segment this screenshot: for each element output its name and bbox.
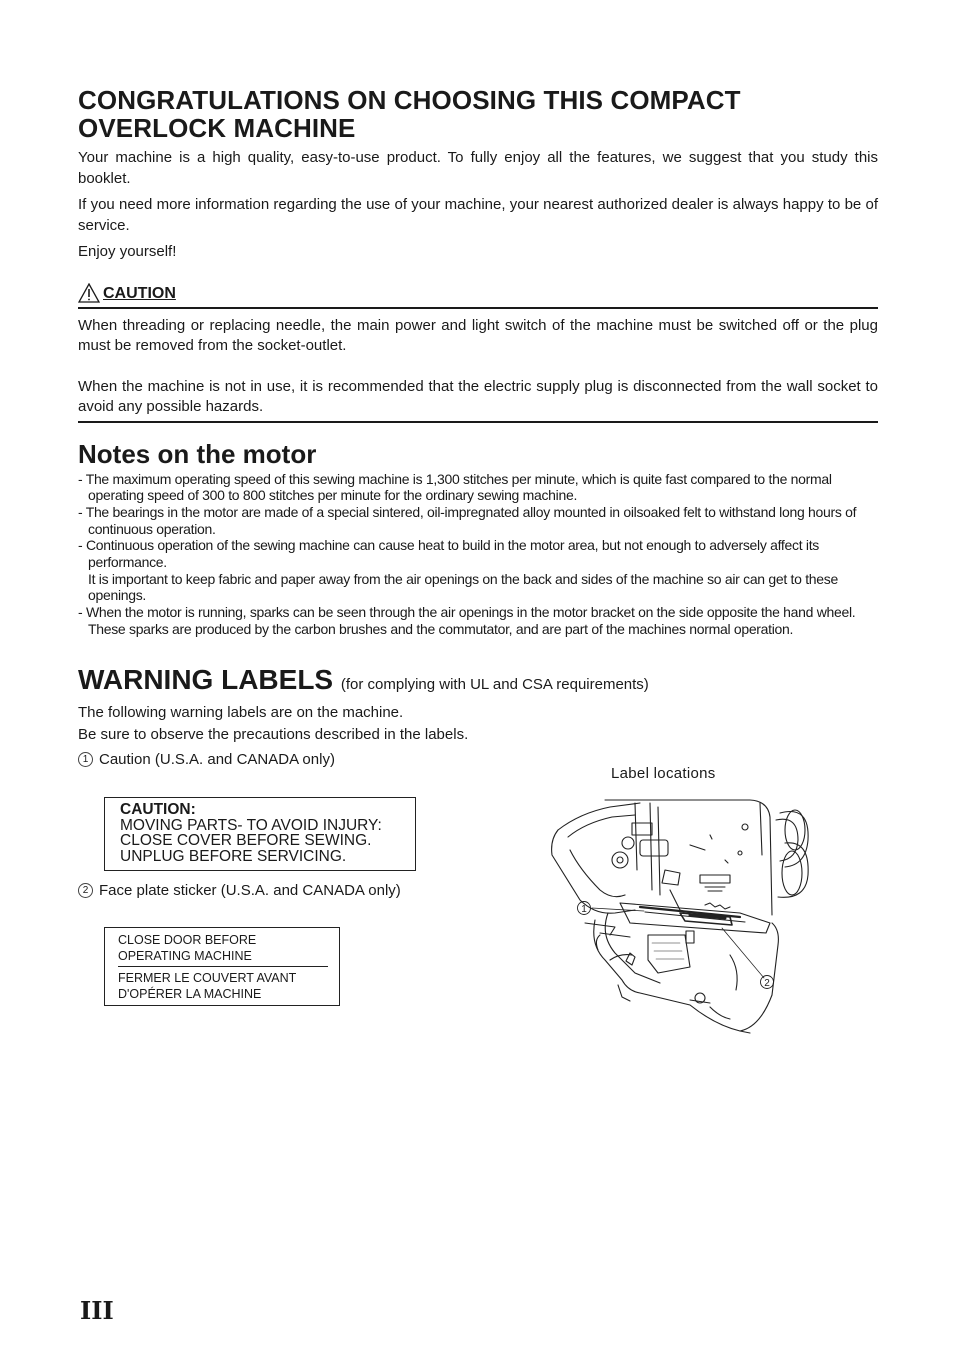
label-item-2-text: Face plate sticker (U.S.A. and CANADA only) — [99, 882, 401, 899]
intro-paragraph-3: Enjoy yourself! — [78, 243, 177, 260]
page-content — [78, 86, 878, 768]
motor-heading: Notes on the motor — [78, 438, 317, 469]
warning-triangle-icon — [78, 283, 100, 303]
sticker-line: CLOSE DOOR BEFORE — [118, 933, 257, 947]
intro-paragraph-1: Your machine is a high quality, easy-to-use product. To fully enjoy all the features, we suggest that you study this booklet. — [78, 149, 878, 187]
sticker-line: FERMER LE COUVERT AVANT — [118, 971, 297, 985]
list-item: - The maximum operating speed of this sewing machine is 1,300 stitches per minute, which is quite fast compared to the normal operating speed of 300 to 800 stitches per minute for the ordinary sewing machine. — [78, 470, 832, 504]
warning-labels-subtitle: (for complying with UL and CSA requirements) — [340, 675, 649, 693]
circled-number-1: 1 — [78, 752, 93, 767]
page-title: CONGRATULATIONS ON CHOOSING THIS COMPACT OVERLOCK MACHINE — [78, 85, 741, 143]
label-item-1-text: Caution (U.S.A. and CANADA only) — [99, 750, 335, 768]
callout-2: 2 — [764, 978, 770, 989]
list-item-subtext: It is important to keep fabric and paper away from the air openings on the back and sides of the machine so air can get to these openings. — [88, 570, 838, 604]
machine-diagram — [540, 795, 820, 1040]
motor-notes-list — [78, 471, 878, 638]
caution-bottom-rule — [78, 421, 878, 423]
sticker-divider — [118, 966, 328, 967]
sticker-line: OPERATING MACHINE — [118, 948, 252, 963]
list-item: - The bearings in the motor are made of a special sintered, oil-impregnated alloy mounted in oilsoaked felt to withstand long hours of continuous operation. — [78, 503, 857, 537]
caution-paragraph-1: When threading or replacing needle, the main power and light switch of the machine must be switched off or the plug must be removed from the socket-outlet. — [78, 316, 878, 354]
callout-1: 1 — [581, 904, 587, 915]
label-locations-caption: Label locations — [611, 765, 716, 782]
sticker-line: D'OPÉRER LA MACHINE — [118, 986, 262, 1001]
list-item-text: - Continuous operation of the sewing machine can cause heat to build in the motor area, but not enough to adversely affect its performance. — [78, 537, 819, 571]
sticker-line: MOVING PARTS- TO AVOID INJURY: — [120, 816, 382, 834]
list-item — [78, 537, 878, 604]
warning-intro-1: The following warning labels are on the machine. — [78, 703, 404, 721]
warning-labels-heading — [78, 664, 878, 701]
warning-labels-title: WARNING LABELS — [78, 663, 334, 695]
label-item-2 — [78, 882, 401, 899]
caution-paragraph-2: When the machine is not in use, it is recommended that the electric supply plug is disconnected from the wall socket to avoid any possible hazards. — [78, 377, 878, 415]
list-item: - When the motor is running, sparks can be seen through the air openings in the motor bracket on the side opposite the hand wheel. These sparks are produced by the carbon brushes and the commutator, and are part of the machines normal operation. — [78, 604, 856, 637]
caution-label-sticker — [104, 797, 416, 871]
sticker-line: CAUTION: — [120, 801, 196, 818]
warning-intro-2: Be sure to observe the precautions described in the labels. — [78, 725, 469, 743]
intro-paragraph-2: If you need more information regarding the use of your machine, your nearest authorized dealer is always happy to be of service. — [78, 196, 878, 234]
circled-number-2: 2 — [78, 883, 93, 898]
caution-box — [78, 316, 878, 418]
sticker-line: CLOSE COVER BEFORE SEWING. — [120, 832, 372, 849]
caution-heading — [78, 283, 878, 303]
caution-label: CAUTION — [103, 284, 176, 302]
label-item-1 — [78, 751, 878, 768]
sticker-line: UNPLUG BEFORE SERVICING. — [120, 847, 347, 865]
face-plate-sticker — [104, 927, 340, 1006]
page-number: III — [80, 1296, 114, 1325]
caution-top-rule — [78, 307, 878, 309]
